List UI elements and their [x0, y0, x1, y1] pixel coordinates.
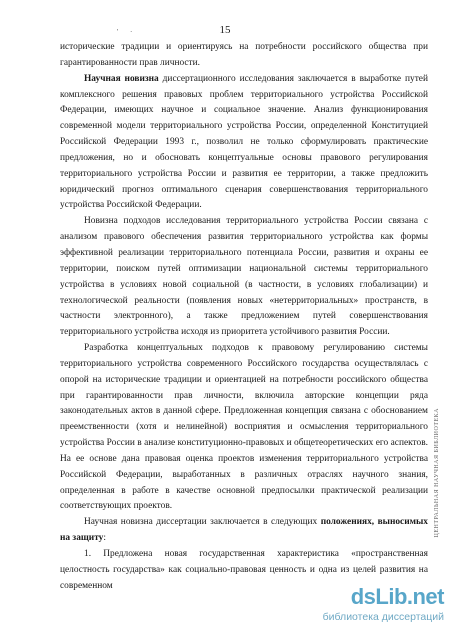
- paragraph: [60, 214, 428, 341]
- text-run: 1. Предложена новая государственная характеристика «пространственная целостность государства» как социально-правовая ценность и одна из целей развития на современном: [60, 549, 428, 591]
- watermark: [284, 584, 444, 628]
- scan-mark: ': [117, 28, 119, 36]
- watermark-logo: dsLib.net: [350, 584, 444, 609]
- paragraph: [60, 341, 428, 515]
- text-run: Научная новизна диссертации заключается в следующих: [84, 517, 321, 528]
- paragraph: [60, 72, 428, 215]
- bold-text: положениях, выносимых на защиту: [60, 517, 428, 544]
- bold-text: Научная новизна: [84, 73, 159, 84]
- text-run: исторические традиции и ориентируясь на потребности российского общества при гарантированности прав личности.: [60, 42, 428, 68]
- paragraph: [60, 515, 428, 547]
- scan-mark: ·: [130, 28, 133, 36]
- document-body: [60, 40, 428, 595]
- text-run: Разработка концептуальных подходов к правовому регулированию системы территориального устройства современного Российского государства осуществлялась с опорой на исторические традиции и ориентацией на потребности российского общества при гарантированности прав личности, включила авторские концепции ряда законодательных актов в данной сфере. Предложенная концепция связана с обоснованием преемственности (хотя и нелинейной) восприятия и осмысления территориального устройства России в анализе конституционно-правовых и общетеоретических его аспектов. На ее основе дана правовая оценка проектов изменения территориального устройства Российской Федерации, выработанных в различных отраслях научного знания, определенная в работе в качестве основной предпосылки практической реализации соответствующих проектов.: [60, 343, 428, 512]
- text-run: диссертационного исследования заключается в выработке путей комплексного решения правовых проблем территориального устройства Российской Федерации, имеющих научное и социальное значение. Анализ функционирования современной модели территориального устройства России, определенной Конституцией Российской Федерации 1993 г., позволил не только сформулировать практические предложения, но и обосновать концептуальные основы правового регулирования территориального устройства России и развития ее территории, а также предложить юридический прогноз оптимального сценария совершенствования территориального устройства Российской Федерации.: [60, 73, 428, 211]
- text-run: Новизна подходов исследования территориального устройства России связана с анализом правового обеспечения развития территориального устройства как формы эффективной реализации территориального потенциала России, развития и охраны ее территории, поиском путей оптимизации национальной системы территориального устройства в условиях новой социальной (в частности, в условиях глобализации) и технологической реальности (появления новых «нетерриториальных» пространств, в частности электронного), а также предложением путей совершенствования территориального устройства исходя из приоритета устойчивого развития России.: [60, 216, 428, 338]
- text-run: :: [103, 533, 106, 544]
- page-number: 15: [219, 24, 231, 36]
- watermark-subtitle: библиотека диссертаций: [322, 611, 444, 623]
- side-stamp: ЦЕНТРАЛЬНАЯ НАУЧНАЯ БИБЛИОТЕКА: [434, 408, 440, 538]
- paragraph: [60, 40, 428, 72]
